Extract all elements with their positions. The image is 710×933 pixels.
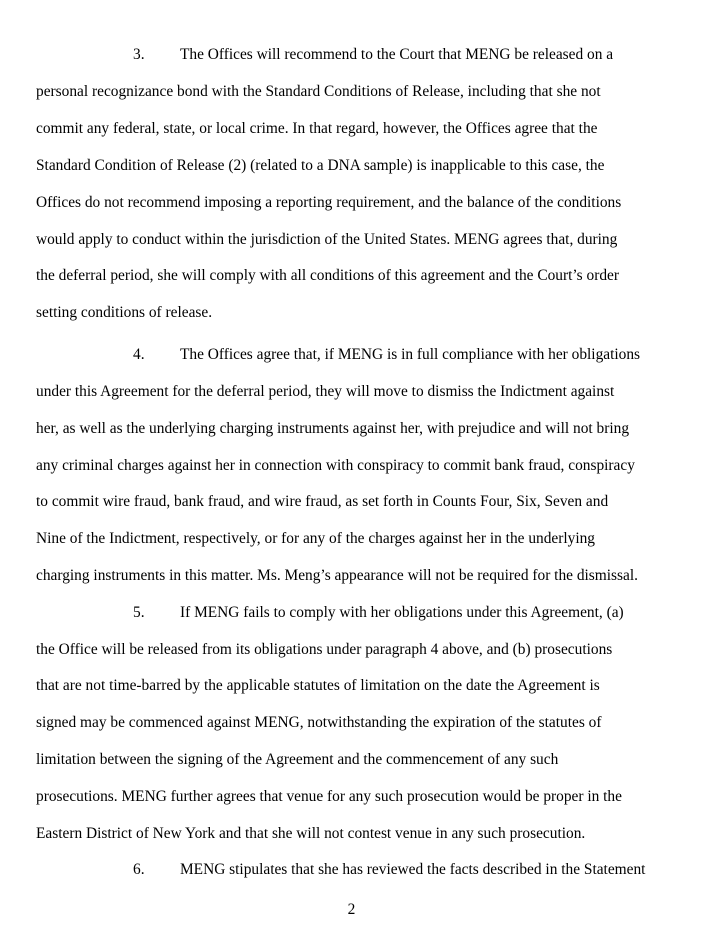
paragraph-number: 6.: [133, 861, 145, 878]
paragraph-line: Offices do not recommend imposing a reporting requirement, and the balance of the conditions: [36, 194, 622, 211]
paragraph-line: would apply to conduct within the jurisdiction of the United States. MENG agrees that, during: [36, 231, 618, 248]
paragraph-line: to commit wire fraud, bank fraud, and wire fraud, as set forth in Counts Four, Six, Seven and: [36, 493, 609, 510]
paragraph-line: setting conditions of release.: [36, 304, 213, 321]
paragraph-line: Standard Condition of Release (2) (related to a DNA sample) is inapplicable to this case, the: [36, 157, 605, 174]
paragraph-line: any criminal charges against her in connection with conspiracy to commit bank fraud, conspiracy: [36, 457, 635, 474]
paragraph-line: prosecutions. MENG further agrees that venue for any such prosecution would be proper in the: [36, 788, 622, 805]
paragraph-line: the Office will be released from its obligations under paragraph 4 above, and (b) prosecutions: [36, 641, 613, 658]
paragraph-line: Nine of the Indictment, respectively, or for any of the charges against her in the underlying: [36, 530, 596, 547]
paragraph-line: limitation between the signing of the Agreement and the commencement of any such: [36, 751, 559, 768]
paragraph-line: signed may be commenced against MENG, notwithstanding the expiration of the statutes of: [36, 714, 602, 731]
paragraph-line: under this Agreement for the deferral period, they will move to dismiss the Indictment against: [36, 383, 615, 400]
paragraph-line: the deferral period, she will comply with all conditions of this agreement and the Court’s order: [36, 267, 619, 284]
paragraph-line: charging instruments in this matter. Ms. Meng’s appearance will not be required for the dismissal.: [36, 567, 638, 584]
paragraph-line: her, as well as the underlying charging instruments against her, with prejudice and will not bring: [36, 420, 630, 437]
paragraph-line: MENG stipulates that she has reviewed the facts described in the Statement: [180, 861, 646, 878]
paragraph-number: 3.: [133, 46, 145, 63]
paragraph-line: If MENG fails to comply with her obligations under this Agreement, (a): [180, 604, 624, 621]
paragraph-line: The Offices agree that, if MENG is in full compliance with her obligations: [180, 346, 641, 363]
paragraph-number: 4.: [133, 346, 145, 363]
page-number: 2: [347, 901, 356, 918]
paragraph-line: commit any federal, state, or local crime. In that regard, however, the Offices agree that the: [36, 120, 598, 137]
paragraph-line: Eastern District of New York and that she will not contest venue in any such prosecution.: [36, 825, 586, 842]
paragraph-line: The Offices will recommend to the Court that MENG be released on a: [180, 46, 614, 63]
paragraph-number: 5.: [133, 604, 145, 621]
paragraph-line: that are not time-barred by the applicable statutes of limitation on the date the Agreement is: [36, 677, 600, 694]
paragraph-line: personal recognizance bond with the Standard Conditions of Release, including that she not: [36, 83, 601, 100]
